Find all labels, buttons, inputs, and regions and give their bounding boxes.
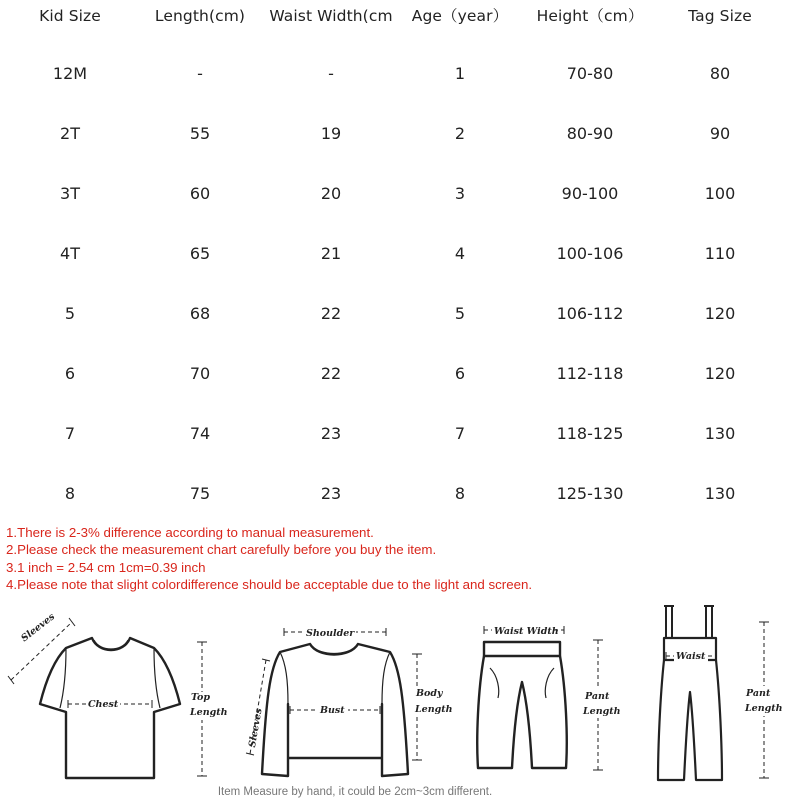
table-row xyxy=(0,240,800,268)
cell-kid-size: 2T xyxy=(60,124,80,143)
cell-age: 5 xyxy=(454,304,466,323)
table-row xyxy=(0,180,800,208)
shorts-labels xyxy=(462,598,642,784)
sweater-diagram xyxy=(232,598,464,784)
cell-age: 8 xyxy=(454,484,466,503)
body-label: Body xyxy=(416,688,443,699)
cell-tag-size: 120 xyxy=(704,304,736,323)
sweater-labels xyxy=(232,598,464,784)
cell-waist-width: 21 xyxy=(320,244,342,263)
header-waist-width: Waist Width(cm xyxy=(269,7,393,25)
footer-note: Item Measure by hand, it could be 2cm~3cm different. xyxy=(217,786,493,798)
cell-age: 1 xyxy=(454,64,466,83)
cell-length: 74 xyxy=(189,424,211,443)
cell-tag-size: 80 xyxy=(709,64,731,83)
cell-length: 60 xyxy=(189,184,211,203)
tshirt-labels xyxy=(4,598,244,784)
cell-height: 118-125 xyxy=(556,424,624,443)
table-row xyxy=(0,120,800,148)
cell-age: 3 xyxy=(454,184,466,203)
cell-height: 90-100 xyxy=(561,184,619,203)
cell-kid-size: 4T xyxy=(60,244,80,263)
length-label: Length xyxy=(190,707,228,718)
pant-label: Pant xyxy=(746,688,771,699)
cell-kid-size: 6 xyxy=(64,364,76,383)
shoulder-label: Shoulder xyxy=(306,628,355,639)
tshirt-diagram xyxy=(4,598,244,784)
pant-label: Pant xyxy=(585,691,610,702)
length-label: Length xyxy=(745,703,783,714)
note-4: 4.Please note that slight colordifference should be acceptable due to the light and screen. xyxy=(6,577,533,593)
bust-label: Bust xyxy=(320,705,345,716)
cell-tag-size: 110 xyxy=(704,244,736,263)
cell-kid-size: 7 xyxy=(64,424,76,443)
cell-height: 112-118 xyxy=(556,364,624,383)
length-label: Length xyxy=(583,706,621,717)
overalls-diagram xyxy=(640,598,800,784)
cell-kid-size: 8 xyxy=(64,484,76,503)
cell-length: 75 xyxy=(189,484,211,503)
cell-kid-size: 12M xyxy=(52,64,88,83)
chest-label: Chest xyxy=(88,699,119,710)
note-2: 2.Please check the measurement chart carefully before you buy the item. xyxy=(6,542,437,558)
cell-height: 100-106 xyxy=(556,244,624,263)
cell-waist-width: 19 xyxy=(320,124,342,143)
waist-label: Waist xyxy=(676,651,706,662)
table-row xyxy=(0,300,800,328)
table-row xyxy=(0,420,800,448)
cell-length: 65 xyxy=(189,244,211,263)
header-tag-size: Tag Size xyxy=(688,7,752,25)
cell-waist-width: 23 xyxy=(320,484,342,503)
cell-kid-size: 3T xyxy=(60,184,80,203)
table-row xyxy=(0,360,800,388)
cell-length: 70 xyxy=(189,364,211,383)
cell-tag-size: 130 xyxy=(704,484,736,503)
length-label: Length xyxy=(415,704,453,715)
note-1: 1.There is 2-3% difference according to manual measurement. xyxy=(6,525,374,540)
cell-tag-size: 90 xyxy=(709,124,731,143)
cell-waist-width: 20 xyxy=(320,184,342,203)
cell-tag-size: 120 xyxy=(704,364,736,383)
cell-length: - xyxy=(197,64,203,83)
shorts-diagram xyxy=(462,598,642,784)
header-length: Length(cm) xyxy=(154,7,246,25)
cell-height: 106-112 xyxy=(556,304,624,323)
cell-age: 4 xyxy=(454,244,466,263)
cell-tag-size: 100 xyxy=(704,184,736,203)
waist-width-label: Waist Width xyxy=(494,626,559,637)
header-height: Height（cm） xyxy=(536,7,644,25)
cell-length: 68 xyxy=(189,304,211,323)
cell-height: 125-130 xyxy=(556,484,624,503)
notes-list xyxy=(6,524,796,594)
overalls-labels xyxy=(640,598,800,784)
sweater-sleeves-text: Sleeves xyxy=(246,707,265,749)
table-row xyxy=(0,60,800,88)
cell-kid-size: 5 xyxy=(64,304,76,323)
cell-waist-width: - xyxy=(328,64,334,83)
header-kid-size: Kid Size xyxy=(39,7,101,25)
cell-tag-size: 130 xyxy=(704,424,736,443)
cell-age: 2 xyxy=(454,124,466,143)
top-label: Top xyxy=(191,692,210,703)
cell-height: 70-80 xyxy=(566,64,614,83)
cell-length: 55 xyxy=(189,124,211,143)
cell-age: 6 xyxy=(454,364,466,383)
header-age: Age（year） xyxy=(411,7,509,25)
cell-waist-width: 22 xyxy=(320,304,342,323)
cell-waist-width: 22 xyxy=(320,364,342,383)
note-3: 3.1 inch = 2.54 cm 1cm=0.39 inch xyxy=(6,559,206,575)
cell-waist-width: 23 xyxy=(320,424,342,443)
cell-age: 7 xyxy=(454,424,466,443)
table-header-row xyxy=(0,2,800,30)
sleeves-text: Sleeves xyxy=(19,611,58,645)
table-row xyxy=(0,480,800,508)
cell-height: 80-90 xyxy=(566,124,614,143)
